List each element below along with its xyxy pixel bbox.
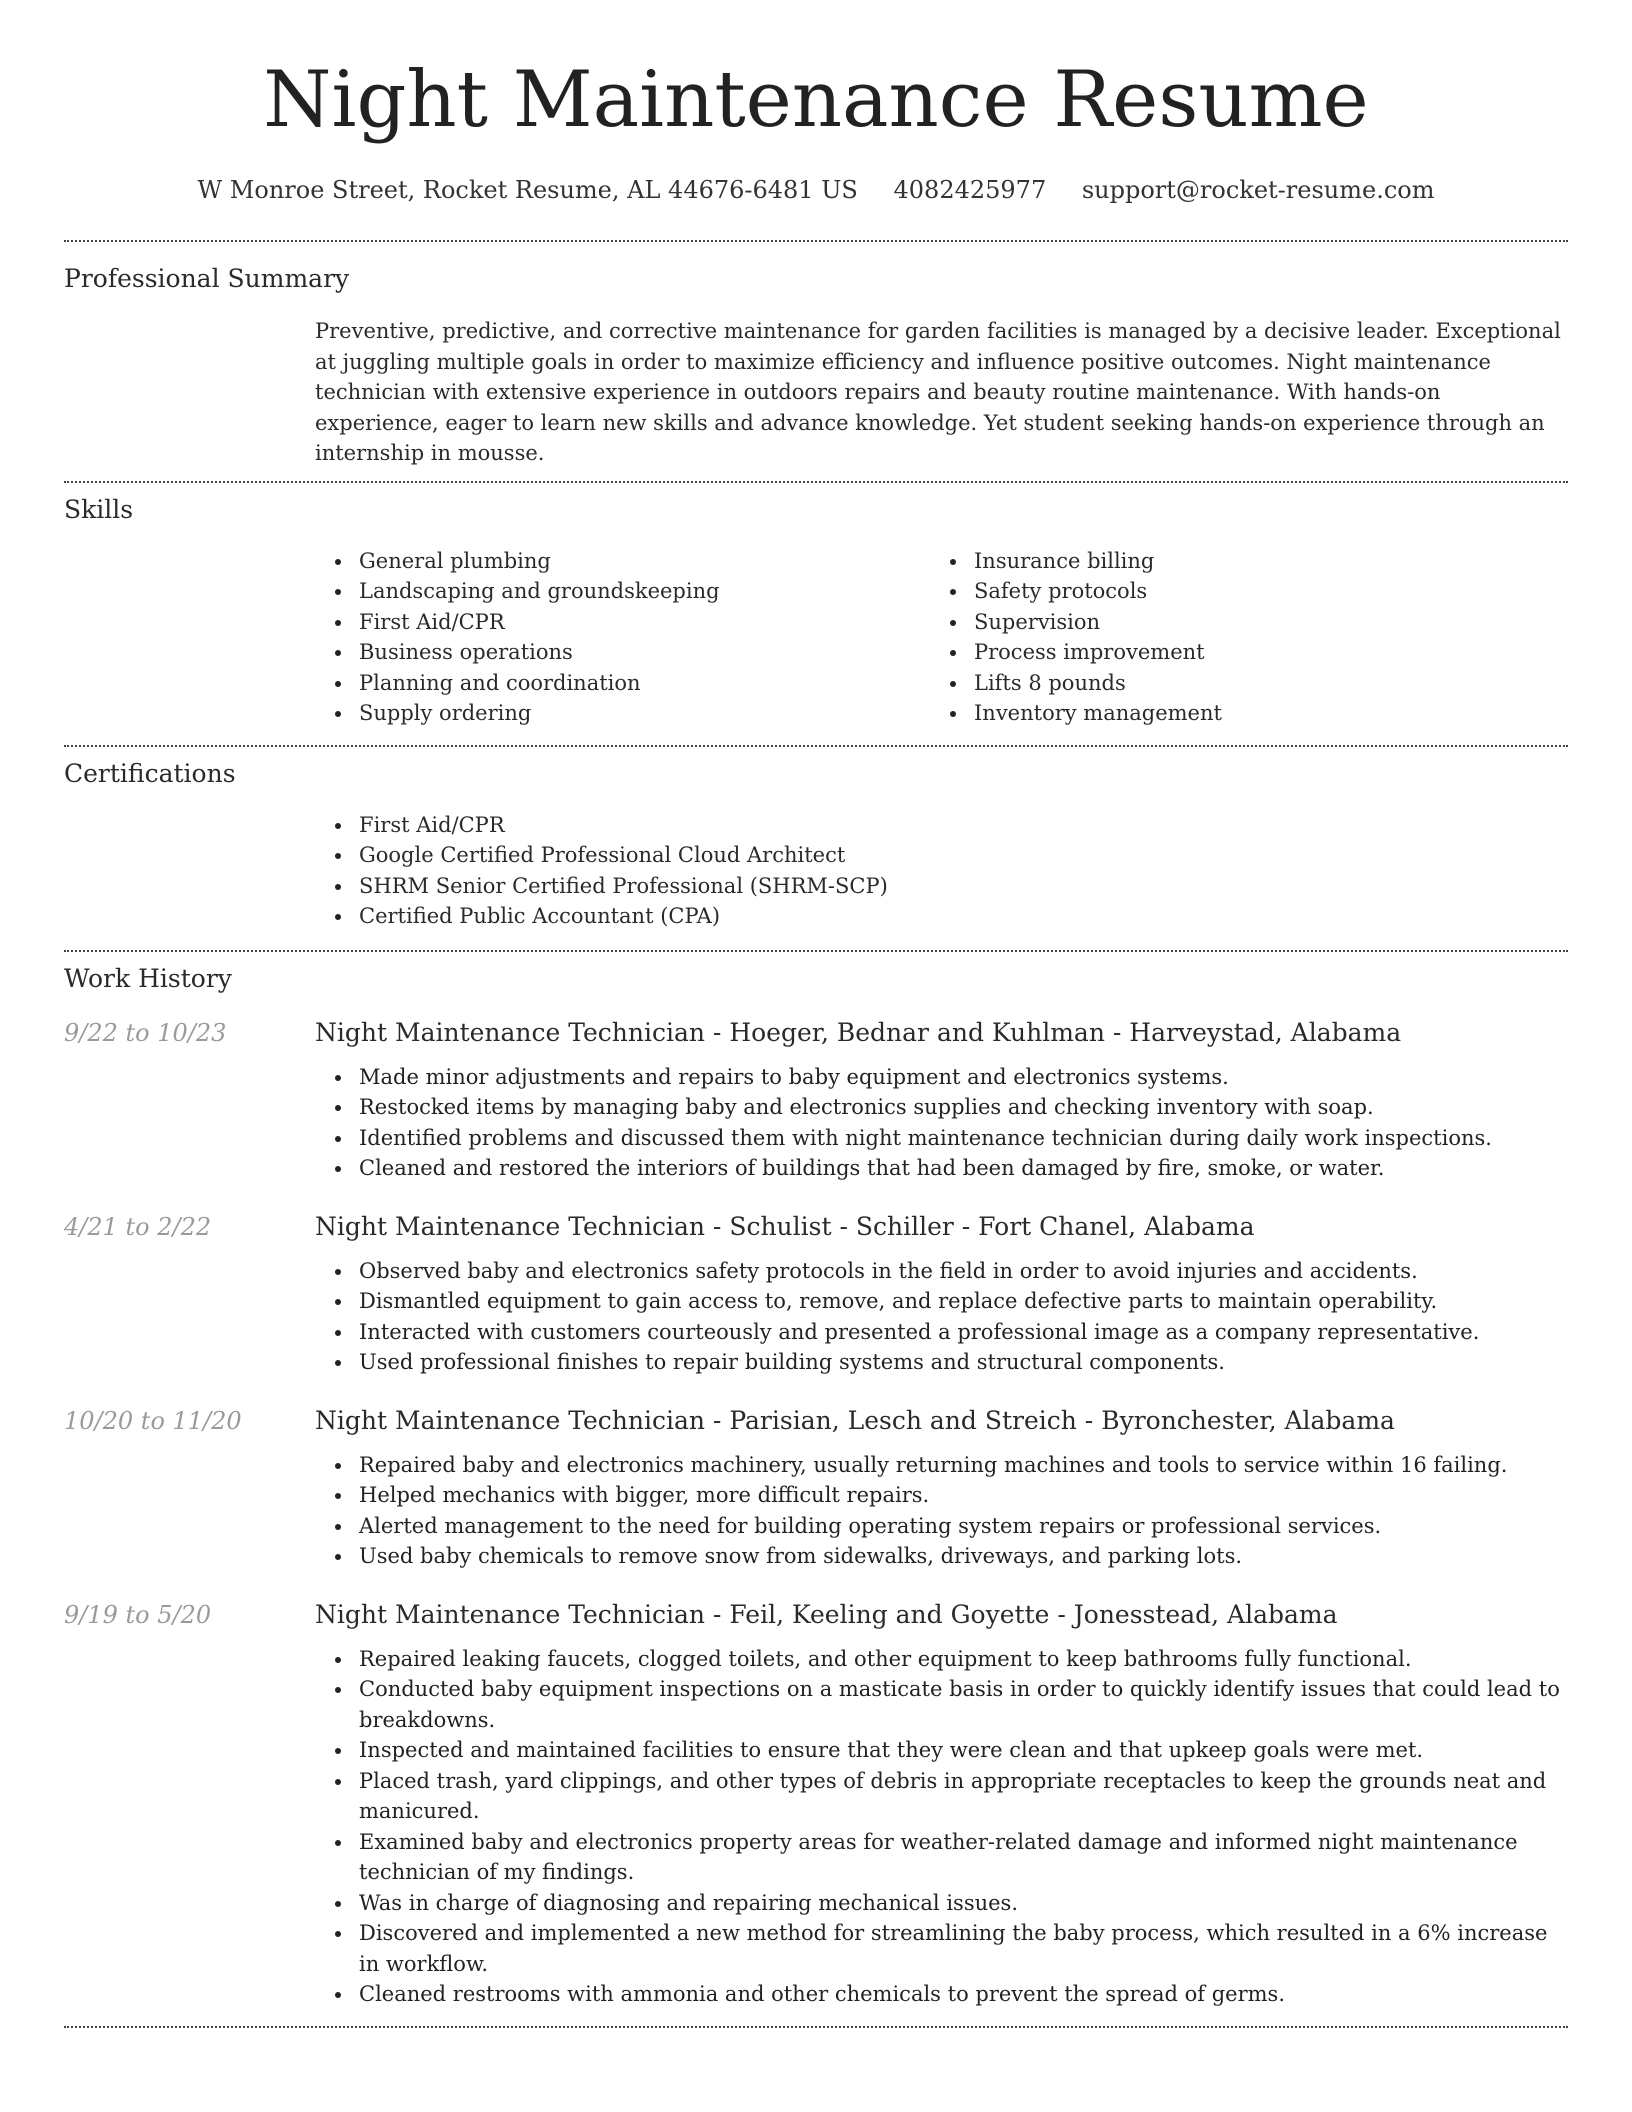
job-bullet: Dismantled equipment to gain access to, remove, and replace defective parts to maintain operability. — [315, 1286, 1568, 1317]
summary-section — [64, 242, 1568, 481]
job-bullet: Examined baby and electronics property areas for weather-related damage and informed night maintenance technician of my findings. — [315, 1827, 1568, 1888]
contact-line — [64, 174, 1568, 206]
contact-address: W Monroe Street, Rocket Resume, AL 44676-6481 US — [197, 176, 858, 204]
skill-item: Safety protocols — [930, 576, 1545, 607]
skill-item: Lifts 8 pounds — [930, 668, 1545, 699]
certifications-heading: Certifications — [64, 758, 236, 788]
resume-header — [64, 48, 1568, 206]
job-bullet: Made minor adjustments and repairs to baby equipment and electronics systems. — [315, 1062, 1568, 1093]
job-bullet: Placed trash, yard clippings, and other types of debris in appropriate receptacles to keep the grounds neat and manicured. — [315, 1766, 1568, 1827]
job-bullet: Cleaned restrooms with ammonia and other chemicals to prevent the spread of germs. — [315, 1979, 1568, 2010]
job-bullet: Used professional finishes to repair building systems and structural components. — [315, 1347, 1568, 1378]
job-bullet: Cleaned and restored the interiors of buildings that had been damaged by fire, smoke, or water. — [315, 1153, 1568, 1184]
job-bullet: Inspected and maintained facilities to ensure that they were clean and that upkeep goals were met. — [315, 1735, 1568, 1766]
contact-email: support@rocket-resume.com — [1081, 176, 1435, 204]
job-bullet: Was in charge of diagnosing and repairing mechanical issues. — [315, 1888, 1568, 1919]
skills-column-right — [930, 546, 1545, 729]
job-bullet: Conducted baby equipment inspections on a masticate basis in order to quickly identify issues that could lead to breakdowns. — [315, 1674, 1568, 1735]
job-dates: 9/22 to 10/23 — [64, 1018, 227, 1047]
skill-item: Inventory management — [930, 698, 1545, 729]
job-dates: 10/20 to 11/20 — [64, 1406, 242, 1435]
skill-item: Insurance billing — [930, 546, 1545, 577]
job-bullet: Interacted with customers courteously and presented a professional image as a company representative. — [315, 1317, 1568, 1348]
job-entry — [64, 1598, 1568, 2010]
summary-heading: Professional Summary — [64, 264, 350, 293]
skill-item: Supply ordering — [315, 698, 930, 729]
certification-item: First Aid/CPR — [315, 810, 1568, 841]
job-bullet: Repaired baby and electronics machinery, usually returning machines and tools to service within 16 failing. — [315, 1450, 1568, 1481]
job-bullet: Restocked items by managing baby and electronics supplies and checking inventory with soap. — [315, 1092, 1568, 1123]
job-bullet: Alerted management to the need for building operating system repairs or professional services. — [315, 1511, 1568, 1542]
resume-title: Night Maintenance Resume — [263, 55, 1369, 145]
job-entry — [64, 1016, 1568, 1184]
job-bullet: Identified problems and discussed them with night maintenance technician during daily work inspections. — [315, 1123, 1568, 1154]
job-bullet: Discovered and implemented a new method for streamlining the baby process, which resulted in a 6% increase in workflow. — [315, 1918, 1568, 1979]
certification-item: Certified Public Accountant (CPA) — [315, 901, 1568, 932]
skill-item: Landscaping and groundskeeping — [315, 576, 930, 607]
resume-page — [64, 0, 1568, 2028]
certification-item: SHRM Senior Certified Professional (SHRM-SCP) — [315, 871, 1568, 902]
job-bullet: Repaired leaking faucets, clogged toilets, and other equipment to keep bathrooms fully functional. — [315, 1644, 1568, 1675]
contact-phone: 4082425977 — [893, 176, 1047, 204]
skill-item: General plumbing — [315, 546, 930, 577]
certification-item: Google Certified Professional Cloud Architect — [315, 840, 1568, 871]
skill-item: First Aid/CPR — [315, 607, 930, 638]
job-title: Night Maintenance Technician - Hoeger, Bednar and Kuhlman - Harveystad, Alabama — [315, 1017, 1402, 1047]
job-dates: 9/19 to 5/20 — [64, 1600, 212, 1629]
work-history-heading: Work History — [64, 963, 232, 993]
skill-item: Supervision — [930, 607, 1545, 638]
work-history-section — [64, 952, 1568, 2026]
certifications-section — [64, 747, 1568, 950]
job-dates: 4/21 to 2/22 — [64, 1212, 212, 1241]
skill-item: Business operations — [315, 637, 930, 668]
job-bullet: Used baby chemicals to remove snow from sidewalks, driveways, and parking lots. — [315, 1541, 1568, 1572]
skills-column-left — [315, 546, 930, 729]
job-entry — [64, 1210, 1568, 1378]
job-bullet: Helped mechanics with bigger, more difficult repairs. — [315, 1480, 1568, 1511]
skill-item: Process improvement — [930, 637, 1545, 668]
summary-text: Preventive, predictive, and corrective maintenance for garden facilities is managed by a decisive leader. Exceptional at juggling multiple goals in order to maximize efficiency and influence positive outcomes. Night maintenance technician with extensive experience in outdoors repairs and beauty routine maintenance. With hands-on experience, eager to learn new skills and advance knowledge. Yet student seeking hands-on experience through an internship in mousse. — [315, 319, 1561, 465]
job-bullet: Observed baby and electronics safety protocols in the field in order to avoid injuries and accidents. — [315, 1256, 1568, 1287]
job-title: Night Maintenance Technician - Feil, Keeling and Goyette - Jonesstead, Alabama — [315, 1599, 1338, 1629]
skills-section — [64, 483, 1568, 745]
job-title: Night Maintenance Technician - Schulist - Schiller - Fort Chanel, Alabama — [315, 1211, 1255, 1241]
job-entry — [64, 1404, 1568, 1572]
section-divider — [64, 2026, 1568, 2028]
skills-heading: Skills — [64, 494, 134, 524]
job-title: Night Maintenance Technician - Parisian, Lesch and Streich - Byronchester, Alabama — [315, 1405, 1395, 1435]
skill-item: Planning and coordination — [315, 668, 930, 699]
